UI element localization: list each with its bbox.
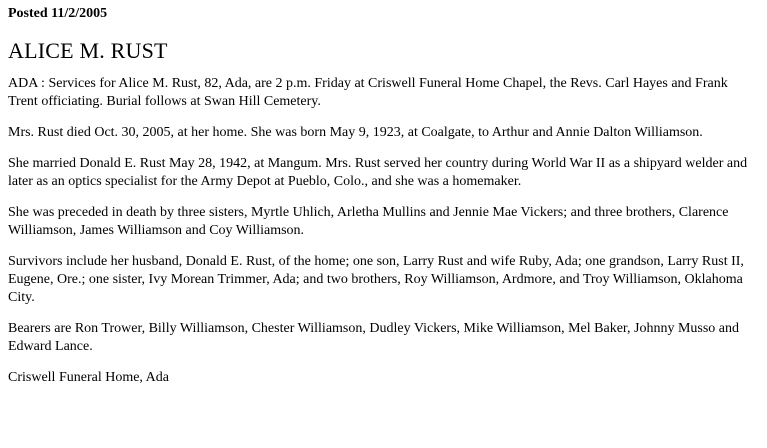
paragraph-bearers: Bearers are Ron Trower, Billy Williamson, Chester Williamson, Dudley Vickers, Mike Williamson, Mel Baker, Johnny Musso and Edward Lance. (8, 321, 740, 354)
paragraph-death: Mrs. Rust died Oct. 30, 2005, at her home. She was born May 9, 1923, at Coalgate, to Arthur and Annie Dalton Williamson. (8, 125, 703, 140)
paragraph-marriage: She married Donald E. Rust May 28, 1942, at Mangum. Mrs. Rust served her country during World War II as a shipyard welder and later as an optics specialist for the Army Depot at Pueblo, Colo., and she was a homemaker. (8, 156, 748, 189)
paragraph-funeral-home: Criswell Funeral Home, Ada (8, 370, 169, 385)
title-first-name: ALICE (8, 38, 74, 63)
page-title (8, 39, 759, 63)
posted-date: Posted 11/2/2005 (8, 6, 108, 21)
paragraph-survivors: Survivors include her husband, Donald E. Rust, of the home; one son, Larry Rust and wife Ruby, Ada; one grandson, Larry Rust II, Eugene, Ore.; one sister, Ivy Morean Trimmer, Ada; and two brothers, Roy Williamson, Ardmore, and Troy Williamson, Oklahoma City. (8, 254, 744, 305)
paragraph-preceded: She was preceded in death by three sisters, Myrtle Uhlich, Arletha Mullins and Jennie Mae Vickers; and three brothers, Clarence Williamson, James Williamson and Coy Williamson. (8, 205, 729, 238)
title-rest: M. RUST (73, 38, 168, 63)
paragraph-services: ADA : Services for Alice M. Rust, 82, Ada, are 2 p.m. Friday at Criswell Funeral Home Chapel, the Revs. Carl Hayes and Frank Trent officiating. Burial follows at Swan Hill Cemetery. (8, 76, 728, 109)
